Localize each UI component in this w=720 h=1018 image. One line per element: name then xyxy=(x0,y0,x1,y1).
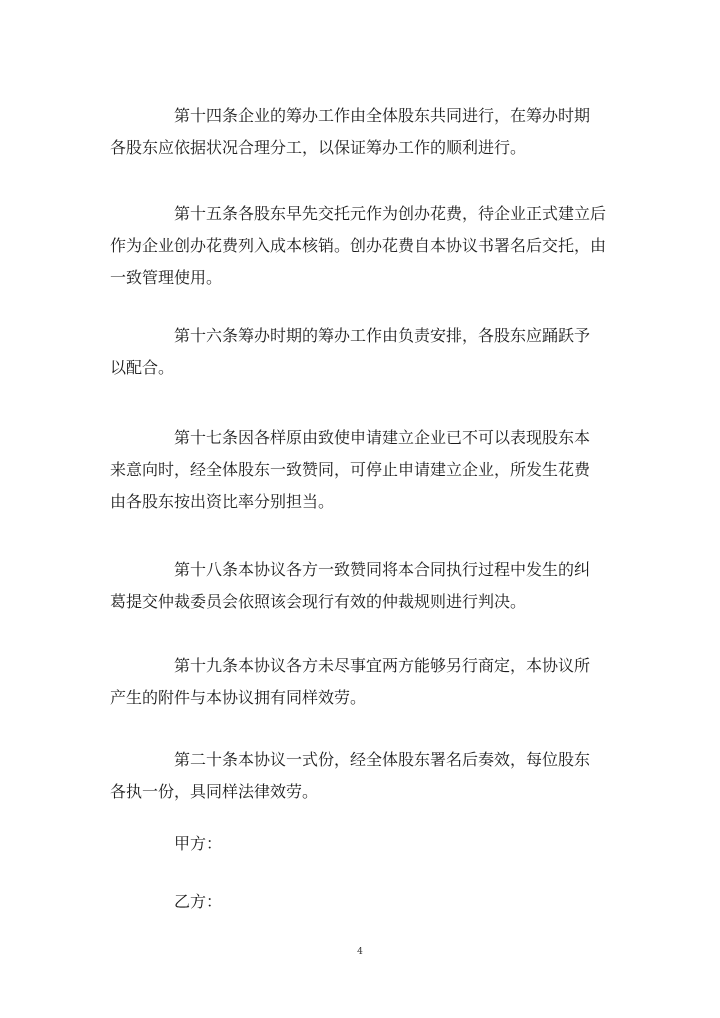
paragraph-line: 第十四条企业的筹办工作由全体股东共同进行，在筹办时期 xyxy=(174,106,591,125)
paragraph-line: 葛提交仲裁委员会依照该会现行有效的仲裁规则进行判决。 xyxy=(110,592,527,611)
clause-16 xyxy=(110,320,620,384)
clause-17 xyxy=(110,422,620,518)
paragraph-line: 第十九条本协议各方未尽事宜两方能够另行商定，本协议所 xyxy=(174,656,591,675)
paragraph-line: 由各股东按出资比率分别担当。 xyxy=(110,492,335,511)
paragraph-line: 第二十条本协议一式份，经全体股东署名后奏效，每位股东 xyxy=(174,750,591,769)
paragraph-line: 第十六条筹办时期的筹办工作由负责安排，各股东应踊跃予 xyxy=(174,326,591,345)
paragraph-line: 来意向时，经全体股东一致赞同，可停止申请建立企业，所发生花费 xyxy=(110,460,591,479)
paragraph-line: 一致管理使用。 xyxy=(110,268,223,287)
paragraph-line: 产生的附件与本协议拥有同样效劳。 xyxy=(110,688,367,707)
party-b-signature-label: 乙方： xyxy=(174,892,223,911)
paragraph-line: 第十八条本协议各方一致赞同将本合同执行过程中发生的纠 xyxy=(174,560,591,579)
paragraph-line: 作为企业创办花费列入成本核销。创办花费自本协议书署名后交托，由 xyxy=(110,236,607,255)
clause-18 xyxy=(110,554,620,618)
clause-20 xyxy=(110,744,620,808)
page-number: 4 xyxy=(357,947,363,957)
clause-19 xyxy=(110,650,620,714)
paragraph-line: 各股东应依据状况合理分工，以保证筹办工作的顺利进行。 xyxy=(110,138,527,157)
paragraph-line: 第十七条因各样原由致使申请建立企业已不可以表现股东本 xyxy=(174,428,591,447)
paragraph-line: 以配合。 xyxy=(110,358,175,377)
clause-15 xyxy=(110,198,620,294)
paragraph-line: 各执一份，具同样法律效劳。 xyxy=(110,782,319,801)
clause-14 xyxy=(110,100,620,164)
party-a-signature-label: 甲方： xyxy=(174,834,223,853)
paragraph-line: 第十五条各股东早先交托元作为创办花费，待企业正式建立后 xyxy=(174,204,607,223)
